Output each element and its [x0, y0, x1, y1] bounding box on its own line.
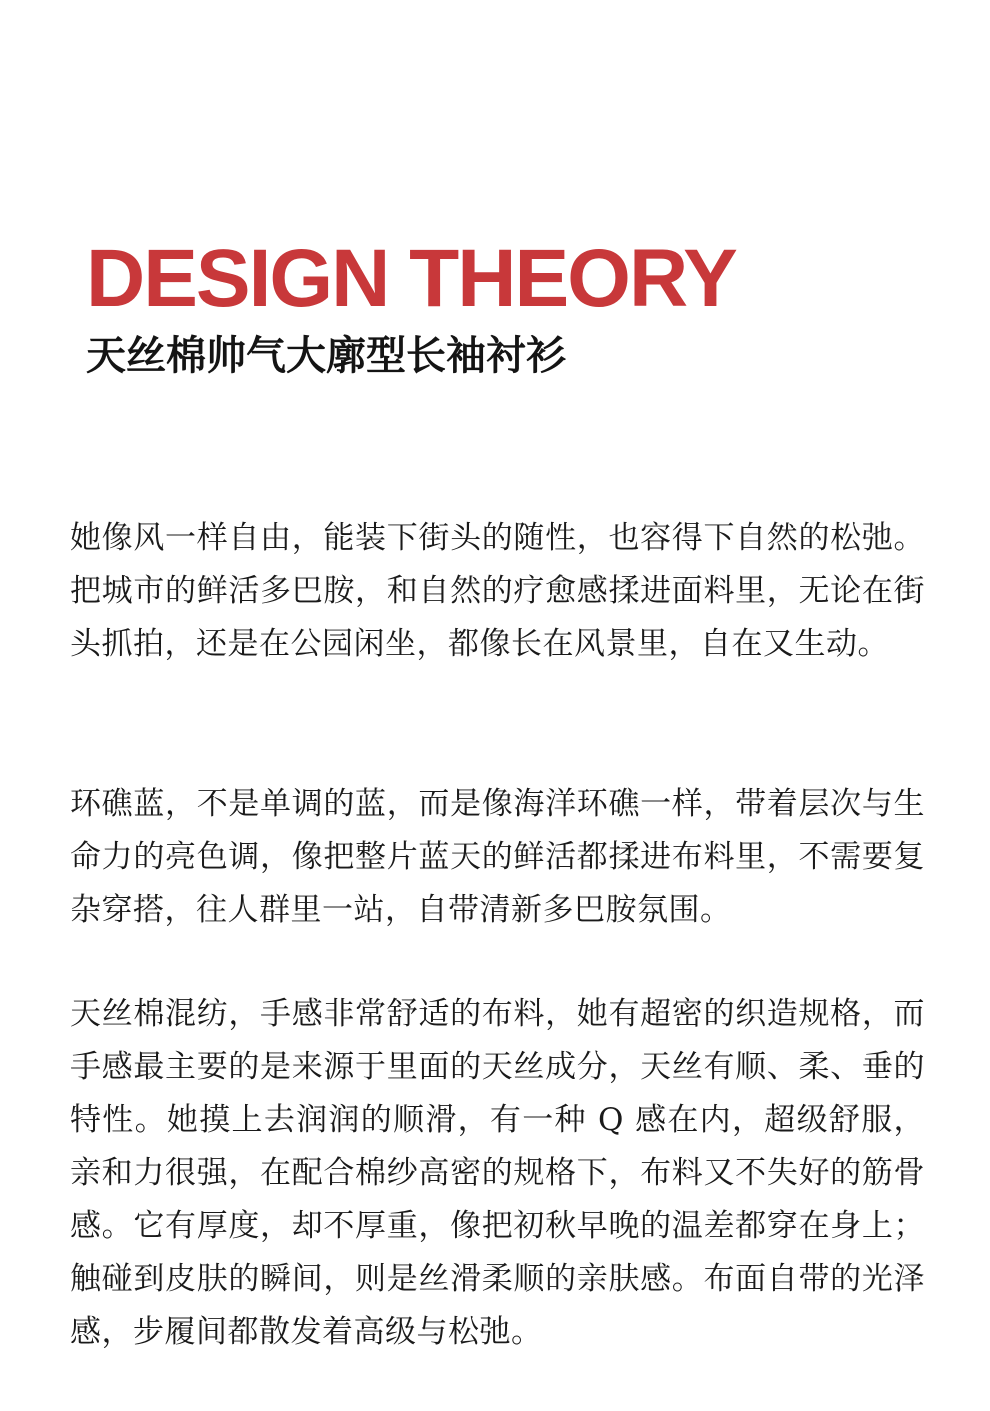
- subtitle: 天丝棉帅气大廓型长袖衬衫: [86, 333, 566, 379]
- paragraph-1: 她像风一样自由，能装下街头的随性，也容得下自然的松弛。把城市的鲜活多巴胺，和自然的疗愈感揉进面料里，无论在街头抓拍，还是在公园闲坐，都像长在风景里，自在又生动。: [70, 520, 925, 662]
- paragraph-2: 环礁蓝，不是单调的蓝，而是像海洋环礁一样，带着层次与生命力的亮色调，像把整片蓝天的鲜活都揉进布料里，不需要复杂穿搭，往人群里一站，自带清新多巴胺氛围。: [70, 786, 925, 928]
- paragraph-3: 天丝棉混纺，手感非常舒适的布料，她有超密的织造规格，而手感最主要的是来源于里面的天丝成分，天丝有顺、柔、垂的特性。她摸上去润润的顺滑，有一种 Q 感在内，超级舒服，亲和力很强，在配合棉纱高密的规格下，布料又不失好的筋骨感。它有厚度，却不厚重，像把初秋早晚的温差都穿在身上；触碰到皮肤的瞬间，则是丝滑柔顺的亲肤感。布面自带的光泽感，步履间都散发着高级与松弛。: [70, 996, 925, 1350]
- headline: DESIGN THEORY: [86, 233, 736, 324]
